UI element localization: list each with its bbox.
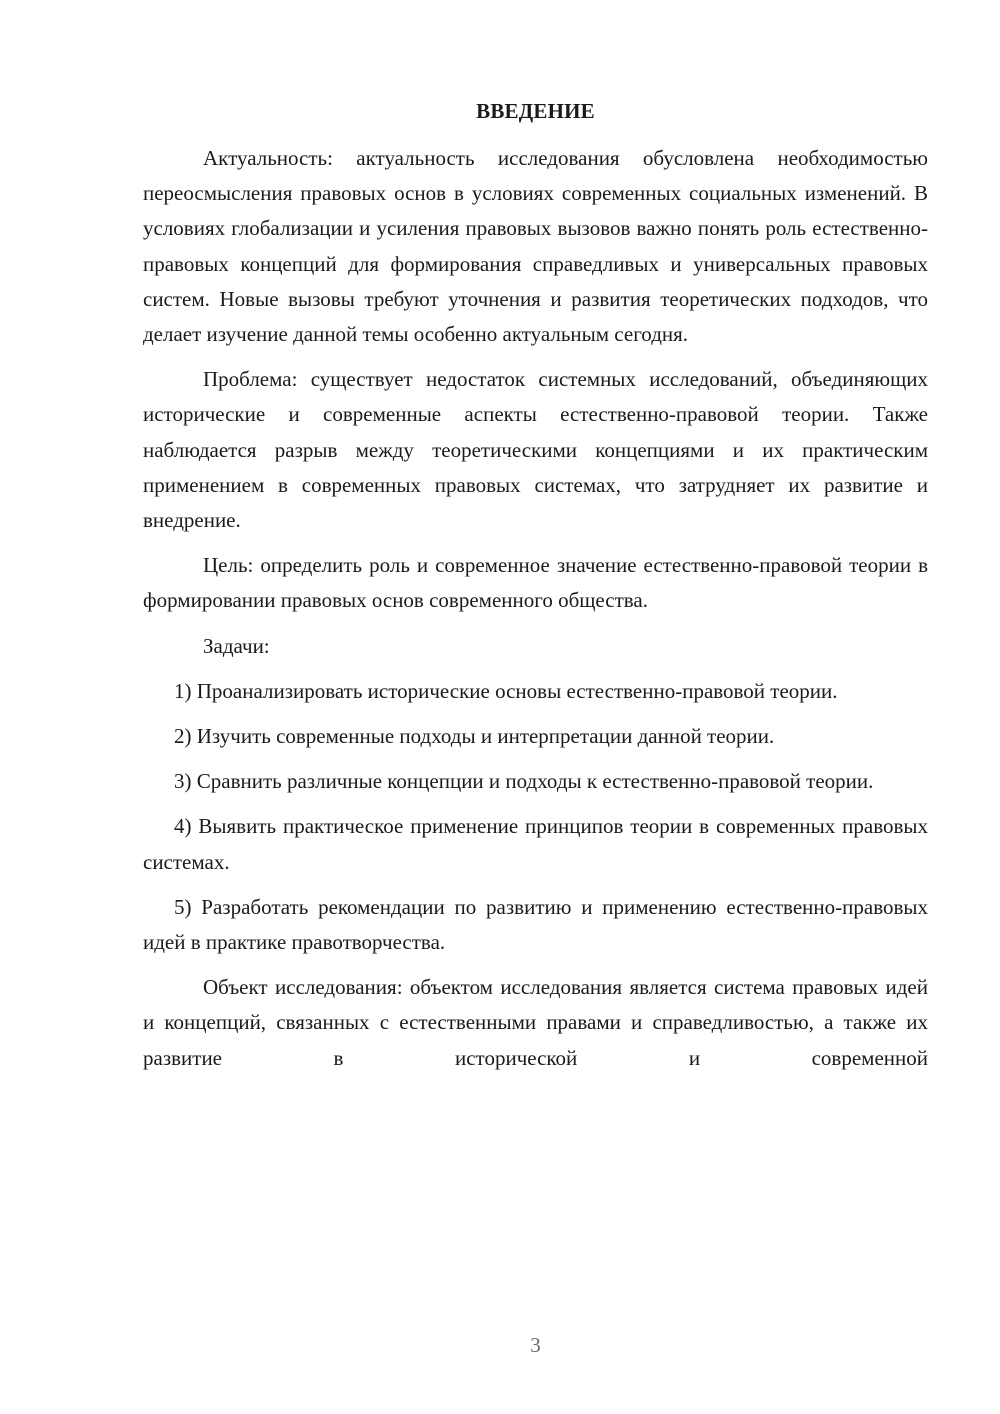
task-item-1: 1) Проанализировать исторические основы естественно-правовой теории. bbox=[174, 678, 838, 703]
paragraph-goal: Цель: определить роль и современное значение естественно-правовой теории в формировании правовых основ современного общества. bbox=[143, 553, 928, 613]
task-item-2: 2) Изучить современные подходы и интерпретации данной теории. bbox=[174, 724, 775, 749]
paragraph-actuality: Актуальность: актуальность исследования обусловлена необходимостью переосмысления правовых основ в условиях современных социальных изменений. В условиях глобализации и усиления правовых вызовов важно понять роль естественно-правовых концепций для формирования справедливых и универсальных правовых систем. Новые вызовы требуют уточнения и развития теоретических подходов, что делает изучение данной темы особенно актуальным сегодня. bbox=[143, 146, 928, 347]
section-title: ВВЕДЕНИЕ bbox=[476, 99, 595, 123]
page-number: 3 bbox=[530, 1333, 541, 1357]
paragraph-object: Объект исследования: объектом исследования является система правовых идей и концепций, связанных с естественными правами и справедливостью, а также их развитие в исторической и современной bbox=[143, 975, 928, 1070]
paragraph-tasks-heading: Задачи: bbox=[203, 633, 270, 658]
task-item-5: 5) Разработать рекомендации по развитию и применению естественно-правовых идей в практике правотворчества. bbox=[143, 894, 928, 955]
document-page bbox=[143, 94, 928, 1086]
task-item-3: 3) Сравнить различные концепции и подходы к естественно-правовой теории. bbox=[174, 769, 874, 794]
paragraph-problem: Проблема: существует недостаток системных исследований, объединяющих исторические и современные аспекты естественно-правовой теории. Также наблюдается разрыв между теоретическими концепциями и их практическим применением в современных правовых системах, что затрудняет их развитие и внедрение. bbox=[143, 367, 928, 533]
task-item-4: 4) Выявить практическое применение принципов теории в современных правовых системах. bbox=[143, 814, 928, 874]
